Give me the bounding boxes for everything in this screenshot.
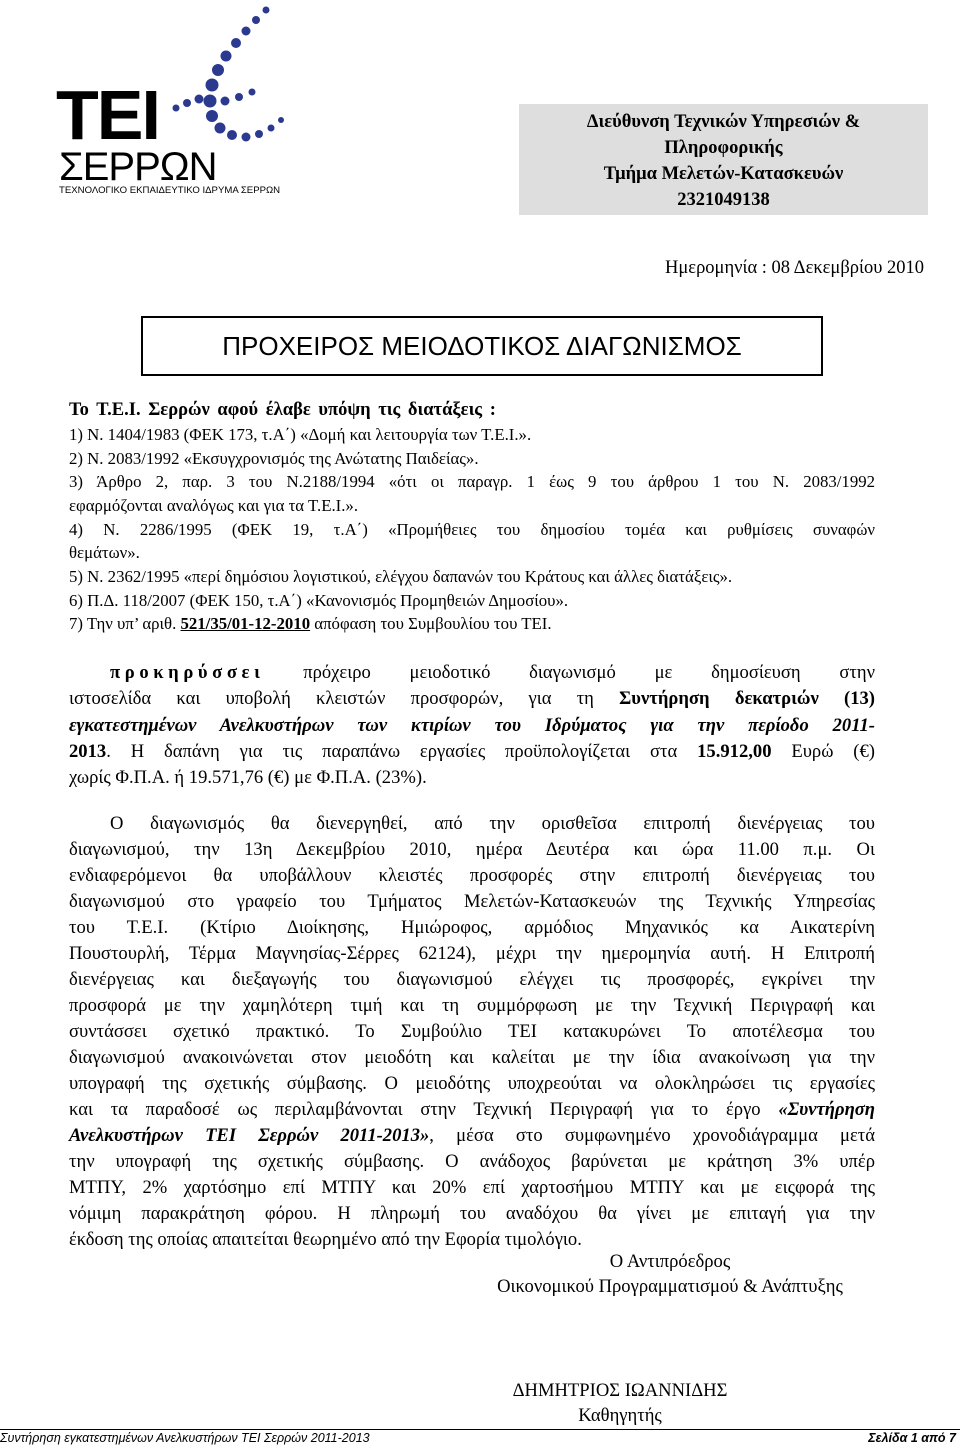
header-phone: 2321049138 <box>677 190 770 210</box>
law-item: 4) Ν. 2286/1995 (ΦΕΚ 19, τ.Α΄) «Προμήθειες του δημοσίου τομέα και ρυθμίσεις συναφών <box>69 520 875 539</box>
header-line: Τμήμα Μελετών-Κατασκευών <box>603 164 844 184</box>
law-item <box>69 614 552 634</box>
project-title: Συντήρηση δεκατριών (13) <box>619 688 875 709</box>
paragraph-line: την υπογραφή της σχετικής σύμβασης. Ο ανάδοχος βαρύνεται με κράτηση 3% υπέρ <box>69 1151 875 1172</box>
paragraph-line: διαγωνισμού, την 13η Δεκεμβρίου 2010, ημέρα Δευτέρα και ώρα 11.00 π.μ. Οι <box>69 839 875 860</box>
period-end: 2013 <box>69 741 107 762</box>
law-item-text: 7) Την υπ’ αριθ. <box>69 614 181 633</box>
paragraph-line: προσφορά με την χαμηλότερη τιμή και τη συμμόρφωση με την Τεχνική Περιγραφή και <box>69 995 875 1016</box>
paragraph-text: , μέσα στο συμφωνημένο χρονοδιάγραμμα μετά <box>429 1125 875 1146</box>
paragraph-line <box>69 1099 875 1121</box>
paragraph-line: διαγωνισμού στο γραφείο του Τμήματος Μελετών-Κατασκευών της Τεχνικής Υπηρεσίας <box>69 891 875 912</box>
paragraph-line: υπογραφή της σχετικής σύμβασης. Ο μειοδότης υποχρεούται να ολοκληρώσει τις εργασίες <box>69 1073 875 1094</box>
announcement-line: χωρίς Φ.Π.Α. ή 19.571,76 (€) με Φ.Π.Α. (23%). <box>69 767 427 788</box>
signatory-title: Καθηγητής <box>578 1405 662 1426</box>
document-title: ΠΡΟΧΕΙΡΟΣ ΜΕΙΟΔΟΤΙΚΟΣ ΔΙΑΓΩΝΙΣΜΟΣ <box>141 316 823 376</box>
paragraph-line: του Τ.Ε.Ι. (Κτίριο Διοίκησης, Ημιώροφος, αρμόδιος Μηχανικός κα Αικατερίνη <box>69 917 875 938</box>
footer-document-title: Συντήρηση εγκατεστημένων Ανελκυστήρων ΤΕΙ Σερρών 2011-2013 <box>0 1431 370 1445</box>
paragraph-line: ενδιαφερόμενοι θα υποβάλλουν κλειστές προσφορές στην επιτροπή διενέργειας του <box>69 865 875 886</box>
logo-main-text: ΤΕΙ <box>56 76 159 154</box>
law-item: εφαρμόζονται αναλόγως και για τα Τ.Ε.Ι.». <box>69 496 359 515</box>
law-item: 2) Ν. 2083/1992 «Εκσυγχρονισμός της Ανώτατης Παιδείας». <box>69 449 479 468</box>
law-item: θεμάτων». <box>69 543 140 562</box>
paragraph-line: Πουστουρλή, Τέρμα Μαγνησίας-Σέρρες 62124), μέχρι την ημερομηνία αυτή. Η Επιτροπή <box>69 943 875 964</box>
law-item: 6) Π.Δ. 118/2007 (ΦΕΚ 150, τ.Α΄) «Κανονισμός Προμηθειών Δημοσίου». <box>69 591 569 610</box>
page-footer <box>0 1429 960 1447</box>
logo-subtitle: ΤΕΧΝΟΛΟΓΙΚΟ ΕΚΠΑΙΔΕΥΤΙΚΟ ΙΔΡΥΜΑ ΣΕΡΡΩΝ <box>59 185 281 196</box>
paragraph-line: έκδοση της οποίας απαιτείται θεωρημένο από την Εφορία τιμολόγιο. <box>69 1229 582 1250</box>
paragraph-text: ιστοσελίδα και υποβολή κλειστών προσφορών, για τη <box>69 688 620 709</box>
project-name: Ανελκυστήρων ΤΕΙ Σερρών 2011-2013» <box>69 1125 430 1146</box>
paragraph-line: νόμιμη παρακράτηση φόρου. Η πληρωμή του αναδόχου θα γίνει με επιταγή για την <box>69 1203 875 1224</box>
law-item: 5) Ν. 2362/1995 «περί δημόσιου λογιστικού, ελέγχου δαπανών του Κράτους και άλλες διατάξεις». <box>69 567 733 586</box>
law-item: 1) Ν. 1404/1983 (ΦΕΚ 173, τ.Α΄) «Δομή και λειτουργία των Τ.Ε.Ι.». <box>69 425 532 444</box>
signatory-department: Οικονομικού Προγραμματισμού & Ανάπτυξης <box>497 1276 843 1297</box>
page-number: Σελίδα 1 από 7 <box>868 1431 956 1445</box>
header-line: Διεύθυνση Τεχνικών Υπηρεσιών & <box>586 112 861 132</box>
institution-logo <box>56 4 302 196</box>
paragraph-line <box>69 1125 875 1147</box>
signatory-role: Ο Αντιπρόεδρος <box>609 1251 731 1272</box>
paragraph-line: συντάσσει σχετικό πρακτικό. Το Συμβούλιο ΤΕΙ κατακυρώνει Το αποτέλεσμα του <box>69 1021 875 1042</box>
paragraph-line: ΜΤΠΥ, 2% χαρτόσημο επί ΜΤΠΥ και 20% επί χαρτοσήμου ΜΤΠΥ και με ειςφορά της <box>69 1177 875 1198</box>
signatory-name: ΔΗΜΗΤΡΙΟΣ ΙΩΑΝΝΙΔΗΣ <box>512 1380 728 1401</box>
logo-name-text: ΣΕΡΡΩΝ <box>59 145 217 189</box>
announcement-line: εγκατεστημένων Ανελκυστήρων των κτιρίων του Ιδρύματος για την περίοδο 2011- <box>69 715 875 736</box>
paragraph-text: και τα παραδοσέ ως περιλαμβάνονται στην Τεχνική Περιγραφή για το έργο <box>69 1099 761 1120</box>
budget-amount: 15.912,00 <box>697 741 772 762</box>
decision-reference: 521/35/01-12-2010 <box>180 614 311 633</box>
paragraph-line: διαγωνισμού ανακοινώνεται στον μειοδότη και καλείται με την ίδια ανακοίνωση για την <box>69 1047 875 1068</box>
law-item: 3) Άρθρο 2, παρ. 3 του Ν.2188/1994 «ότι οι παραγρ. 1 έως 9 του άρθρου 1 του Ν. 2083/1992 <box>69 472 875 491</box>
paragraph-line: διενέργειας και διεξαγωγής του διαγωνισμού ελέγχει τις προσφορές, εγκρίνει την <box>69 969 875 990</box>
proclaims-word: προκηρύσσει <box>110 662 265 683</box>
document-date: Ημερομηνία : 08 Δεκεμβρίου 2010 <box>665 258 924 278</box>
paragraph-text: . Η δαπάνη για τις παραπάνω εργασίες προϋπολογίζεται στα <box>106 741 698 762</box>
considering-intro: Το Τ.Ε.Ι. Σερρών αφού έλαβε υπόψη τις διατάξεις : <box>69 400 496 420</box>
department-header <box>519 104 928 215</box>
announcement-line <box>69 688 875 710</box>
paragraph-line: Ο διαγωνισμός θα διενεργηθεί, από την ορισθεῖσα επιτροπή διενέργειας του <box>110 813 875 834</box>
announcement-line <box>69 741 875 763</box>
header-line: Πληροφορικής <box>664 138 783 158</box>
law-item-text: απόφαση του Συμβουλίου του ΤΕΙ. <box>310 614 552 633</box>
project-name: «Συντήρηση <box>778 1099 875 1120</box>
paragraph-text: Ευρώ (€) <box>771 741 875 762</box>
announcement-line <box>110 662 875 684</box>
paragraph-text: πρόχειρο μειοδοτικό διαγωνισμό με δημοσίευση στην <box>264 662 875 683</box>
